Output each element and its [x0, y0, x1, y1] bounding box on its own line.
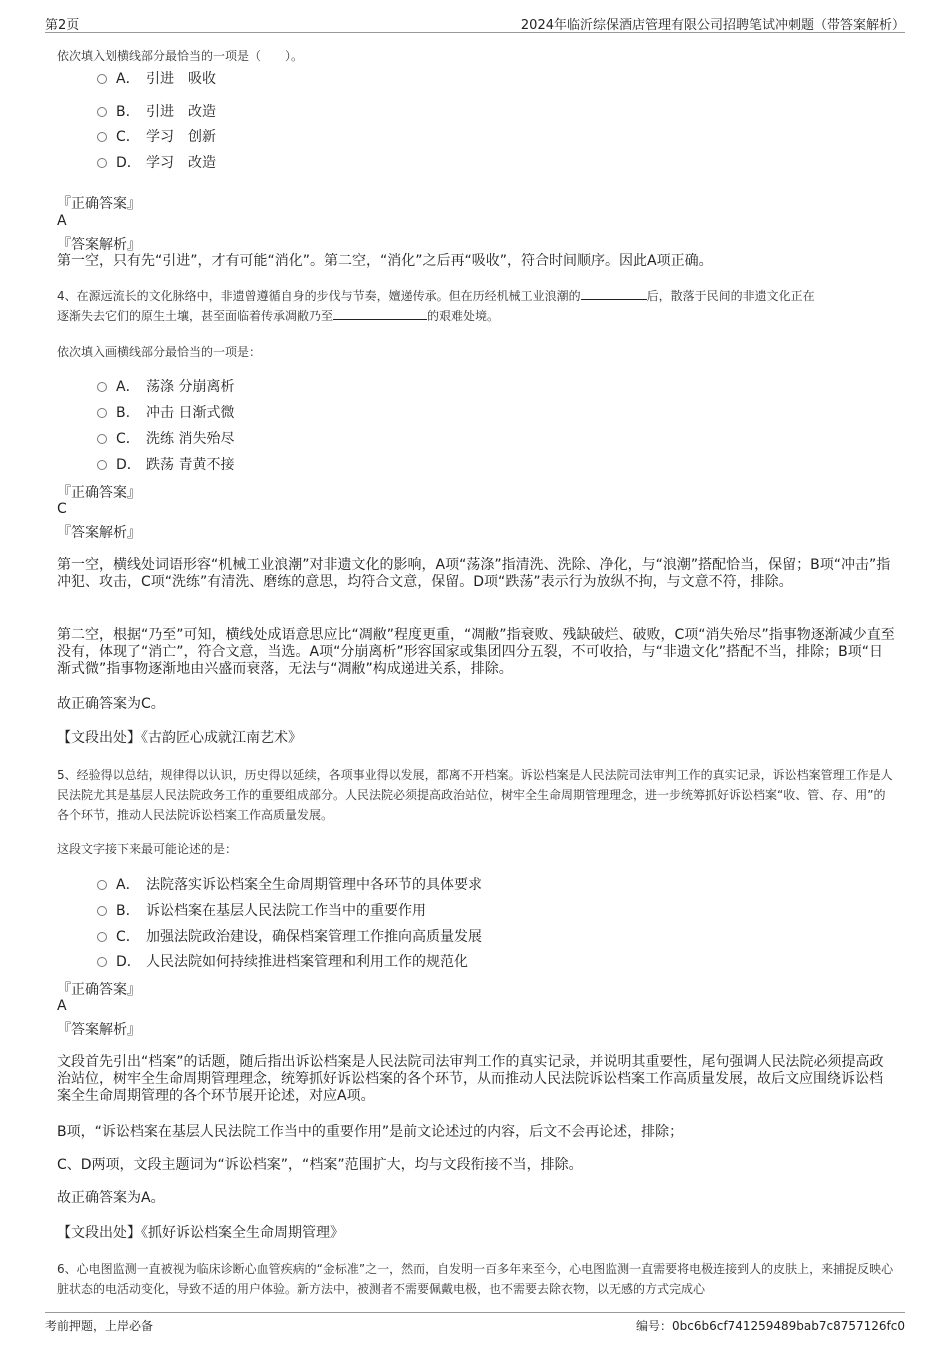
radio-icon[interactable]	[97, 957, 107, 967]
radio-icon[interactable]	[97, 906, 107, 916]
radio-icon[interactable]	[97, 880, 107, 890]
option-text: 诉讼档案在基层人民法院工作当中的重要作用	[146, 903, 426, 919]
q5-answer: A	[57, 998, 67, 1014]
radio-icon[interactable]	[97, 158, 107, 168]
q4-option-c[interactable]	[97, 428, 234, 448]
option-key: B.	[116, 405, 131, 421]
q4-option-b[interactable]	[97, 402, 234, 422]
q5-option-d[interactable]	[97, 951, 468, 971]
option-text: 引进 改造	[146, 104, 216, 120]
q3-analysis: 第一空，只有先“引进”，才有可能“消化”。第二空，“消化”之后再“吸收”，符合时间顺序。因此A项正确。	[57, 253, 713, 269]
q4-option-a[interactable]	[97, 376, 234, 396]
option-text: 跌荡 青黄不接	[146, 457, 235, 473]
q3-option-a[interactable]	[97, 68, 216, 88]
q3-answer-label: 『正确答案』	[57, 196, 141, 212]
radio-icon[interactable]	[97, 932, 107, 942]
radio-icon[interactable]	[97, 408, 107, 418]
option-text: 冲击 日渐式微	[146, 405, 235, 421]
document-title: 2024年临沂综保酒店管理有限公司招聘笔试冲刺题（带答案解析）	[520, 18, 905, 33]
q4-analysis-para-3: 故正确答案为C。	[57, 696, 165, 712]
q5-stem: 5、经验得以总结，规律得以认识，历史得以延续，各项事业得以发展，都离不开档案。诉讼档案是人民法院司法审判工作的真实记录，诉讼档案管理工作是人民法院尤其是基层人民法院政务工作的重要组成部分。人民法院必须提高政治站位，树牢全生命周期管理理念，进一步统筹抓好诉讼档案“收、管、存、用”的各个环节，推动人民法院诉讼档案工作高质量发展。	[57, 768, 893, 822]
option-key: D．	[116, 457, 141, 473]
radio-icon[interactable]	[97, 434, 107, 444]
radio-icon[interactable]	[97, 460, 107, 470]
q3-answer: A	[57, 213, 67, 229]
option-text: 学习 创新	[146, 129, 216, 145]
option-key: A．	[116, 379, 140, 395]
q5-analysis-label: 『答案解析』	[57, 1022, 141, 1038]
document-id: 编号：0bc6b6cf741259489bab7c8757126fc0	[636, 1319, 905, 1333]
page-header	[45, 12, 905, 33]
q4-answer-label: 『正确答案』	[57, 485, 141, 501]
q4-option-d[interactable]	[97, 454, 234, 474]
q5-source: 【文段出处】《抓好诉讼档案全生命周期管理》	[57, 1225, 344, 1241]
q3-option-d[interactable]	[97, 152, 216, 172]
fill-blank	[333, 308, 427, 320]
page-number: 第2页	[45, 18, 80, 33]
q5-analysis-para-2: B项，“诉讼档案在基层人民法院工作当中的重要作用”是前文论述过的内容，后文不会再论述，排除；	[57, 1124, 684, 1140]
radio-icon[interactable]	[97, 107, 107, 117]
q5-analysis-para-1: 文段首先引出“档案”的话题，随后指出诉讼档案是人民法院司法审判工作的真实记录，并说明其重要性，尾句强调人民法院必须提高政治站位，树牢全生命周期管理理念，统筹抓好诉讼档案的各个环节，从而推动人民法院诉讼档案工作高质量发展，故后文应围绕诉讼档案全生命周期管理的各个环节展开论述，对应A项。	[57, 1054, 884, 1104]
q5-analysis-para-4: 故正确答案为A。	[57, 1190, 165, 1206]
option-key: D．	[116, 155, 141, 171]
radio-icon[interactable]	[97, 74, 107, 84]
q4-prompt: 依次填入画横线部分最恰当的一项是：	[57, 345, 262, 359]
option-key: A．	[116, 877, 140, 893]
option-text: 加强法院政治建设，确保档案管理工作推向高质量发展	[146, 929, 482, 945]
q6-stem: 6、心电图监测一直被视为临床诊断心血管疾病的“金标准”之一，然而，自发明一百多年来至今，心电图监测一直需要将电极连接到人的皮肤上，来捕捉反映心脏状态的电活动变化，导致不适的用户体验。新方法中，被测者不需要佩戴电极，也不需要去除衣物，以无感的方式完成心	[57, 1262, 894, 1296]
q4-analysis-para-2: 第二空，根据“乃至”可知，横线处成语意思应比“凋敝”程度更重，“凋敝”指衰败、残缺破烂、破败，C项“消失殆尽”指事物逐渐减少直至没有，体现了“消亡”，符合文意，当选。A项“分崩离析”形容国家或集团四分五裂，不可收拾，与“非遗文化”搭配不当，排除；B项“日渐式微”指事物逐渐地由兴盛而衰落，无法与“凋敝”构成递进关系，排除。	[57, 627, 895, 677]
q4-analysis-label: 『答案解析』	[57, 525, 141, 541]
q3-analysis-label: 『答案解析』	[57, 237, 141, 253]
q4-analysis-para-1: 第一空，横线处词语形容“机械工业浪潮”对非遗文化的影响，A项“荡涤”指清洗、洗除、净化，与“浪潮”搭配恰当，保留；B项“冲击”指冲犯、攻击，C项“洗练”有清洗、磨练的意思，均符合文意，保留。D项“跌荡”表示行为放纵不拘，与文意不符，排除。	[57, 557, 891, 590]
q4-stem: 4、在源远流长的文化脉络中，非遗曾遵循自身的步伐与节奏，嬗递传承。但在历经机械工业浪潮的 后，散落于民间的非遗文化正在 逐渐失去它们的原生土壤，甚至面临着传承凋敝乃至 的艰难处境。	[57, 289, 815, 323]
q5-option-a[interactable]	[97, 874, 482, 894]
q5-option-b[interactable]	[97, 900, 426, 920]
fill-blank	[581, 288, 647, 300]
page-footer	[45, 1312, 905, 1335]
q5-answer-label: 『正确答案』	[57, 982, 141, 998]
radio-icon[interactable]	[97, 382, 107, 392]
option-key: C．	[116, 431, 140, 447]
q3-prompt: 依次填入划横线部分最恰当的一项是（ ）。	[57, 49, 304, 63]
option-key: B.	[116, 104, 131, 120]
q5-prompt: 这段文字接下来最可能论述的是：	[57, 842, 238, 856]
q4-answer: C	[57, 501, 67, 517]
radio-icon[interactable]	[97, 132, 107, 142]
option-key: D．	[116, 954, 141, 970]
option-text: 学习 改造	[146, 155, 216, 171]
q3-option-b[interactable]	[97, 101, 216, 121]
option-text: 荡涤 分崩离析	[146, 379, 235, 395]
q5-option-c[interactable]	[97, 926, 482, 946]
option-key: C．	[116, 929, 140, 945]
option-text: 人民法院如何持续推进档案管理和利用工作的规范化	[146, 954, 468, 970]
option-key: B.	[116, 903, 131, 919]
footer-slogan: 考前押题，上岸必备	[45, 1319, 154, 1333]
q5-analysis-para-3: C、D两项，文段主题词为“诉讼档案”，“档案”范围扩大，均与文段衔接不当，排除。	[57, 1157, 583, 1173]
option-text: 法院落实诉讼档案全生命周期管理中各环节的具体要求	[146, 877, 482, 893]
option-key: A．	[116, 71, 140, 87]
option-text: 洗练 消失殆尽	[146, 431, 235, 447]
q3-option-c[interactable]	[97, 126, 216, 146]
option-key: C．	[116, 129, 140, 145]
option-text: 引进 吸收	[146, 71, 216, 87]
q4-source: 【文段出处】《古韵匠心成就江南艺术》	[57, 730, 302, 746]
